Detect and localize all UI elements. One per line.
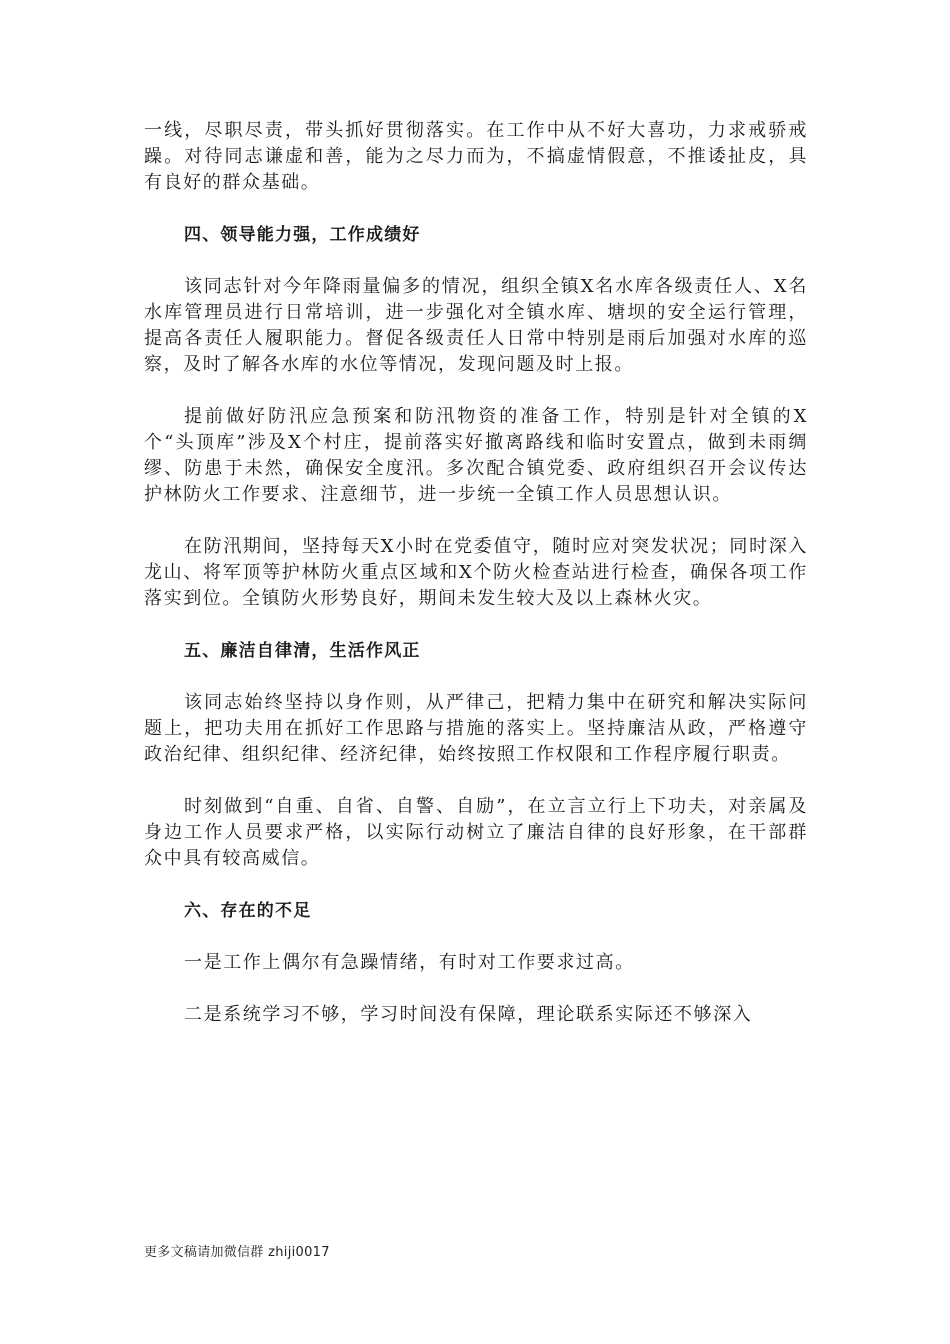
document-body [144,118,808,1028]
paragraph: 该同志始终坚持以身作则，从严律己，把精力集中在研究和解决实际问题上，把功夫用在抓好工作思路与措施的落实上。坚持廉洁从政，严格遵守政治纪律、组织纪律、经济纪律，始终按照工作权限和工作程序履行职责。 [144,692,808,765]
section-heading-5: 五、廉洁自律清，生活作风正 [184,641,421,661]
paragraph: 该同志针对今年降雨量偏多的情况，组织全镇X名水库各级责任人、X名水库管理员进行日常培训，进一步强化对全镇水库、塘坝的安全运行管理，提高各责任人履职能力。督促各级责任人日常中特别是雨后加强对水库的巡察，及时了解各水库的水位等情况，发现问题及时上报。 [144,276,808,375]
paragraph: 提前做好防汛应急预案和防汛物资的准备工作，特别是针对全镇的X个“头顶库”涉及X个村庄，提前落实好撤离路线和临时安置点，做到未雨绸缪、防患于未然，确保安全度汛。多次配合镇党委、政府组织召开会议传达护林防火工作要求、注意细节，进一步统一全镇工作人员思想认识。 [144,406,808,505]
paragraph-continuation: 一线，尽职尽责，带头抓好贯彻落实。在工作中从不好大喜功，力求戒骄戒躁。对待同志谦虚和善，能为之尽力而为，不搞虚情假意，不推诿扯皮，具有良好的群众基础。 [144,120,808,193]
section-heading-6: 六、存在的不足 [184,901,312,921]
paragraph: 时刻做到“自重、自省、自警、自励”，在立言立行上下功夫，对亲属及身边工作人员要求严格，以实际行动树立了廉洁自律的良好形象，在干部群众中具有较高威信。 [144,796,808,869]
paragraph: 在防汛期间，坚持每天X小时在党委值守，随时应对突发状况；同时深入龙山、将军顶等护林防火重点区域和X个防火检查站进行检查，确保各项工作落实到位。全镇防火形势良好，期间未发生较大及以上森林火灾。 [144,536,808,609]
section-heading-4: 四、领导能力强，工作成绩好 [184,225,421,245]
paragraph: 一是工作上偶尔有急躁情绪，有时对工作要求过高。 [184,952,635,973]
paragraph: 二是系统学习不够，学习时间没有保障，理论联系实际还不够深入 [184,1004,753,1025]
footer-note: 更多文稿请加微信群 zhiji0017 [144,1245,330,1260]
